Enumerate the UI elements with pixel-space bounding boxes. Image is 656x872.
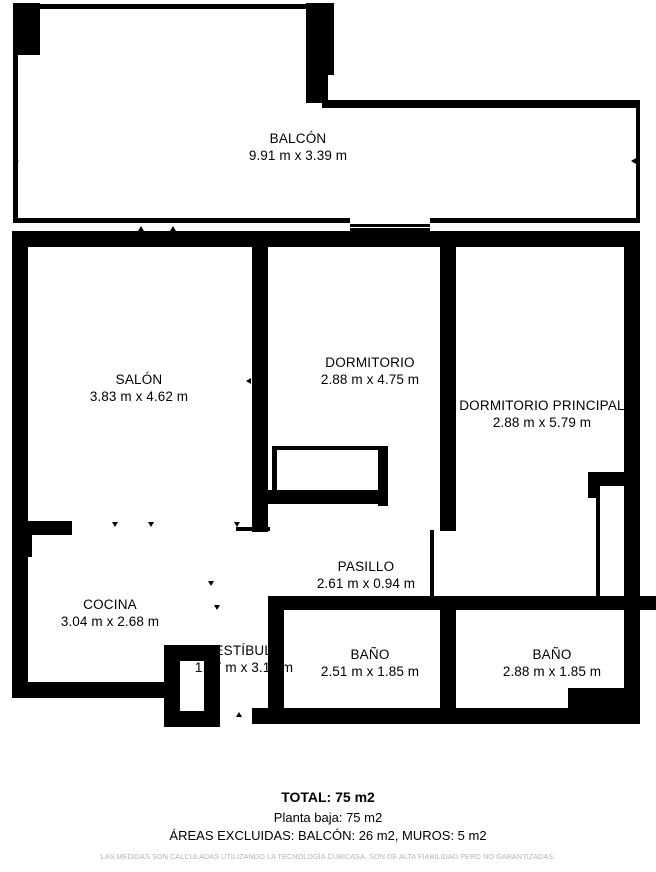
wall-bottom-left bbox=[12, 682, 164, 698]
wall-bathroom-right-block bbox=[568, 688, 640, 724]
wall-balcony-left-edge bbox=[13, 55, 18, 223]
footer-excluded-areas: ÁREAS EXCLUIDAS: BALCÓN: 26 m2, MUROS: 5 m2 bbox=[169, 828, 487, 843]
balcony-sliding-door bbox=[350, 224, 430, 227]
room-name: VESTÍBULO bbox=[205, 643, 283, 658]
room-label-balcon bbox=[198, 131, 398, 165]
closet-dormitorio-line bbox=[276, 446, 386, 450]
room-label-salon bbox=[39, 372, 239, 406]
footer-floor-area: Planta baja: 75 m2 bbox=[273, 810, 383, 825]
tick-top-a bbox=[318, 240, 324, 245]
room-dims: 2.61 m x 0.94 m bbox=[316, 575, 416, 591]
room-dims: 3.83 m x 4.62 m bbox=[89, 388, 189, 404]
room-dims: 1.17 m x 3.12 m bbox=[194, 659, 294, 675]
room-name: PASILLO bbox=[337, 559, 395, 574]
room-name: BAÑO bbox=[532, 647, 572, 662]
tick-bano1-bottom bbox=[330, 712, 336, 717]
room-label-dormitorio bbox=[270, 355, 470, 389]
tick-cocina-b bbox=[214, 605, 220, 610]
wall-dormitorio-jamb-top bbox=[252, 231, 314, 247]
tick-balcony-left bbox=[14, 158, 19, 164]
wall-pasillo-right-block bbox=[572, 596, 640, 610]
room-dims: 2.88 m x 1.85 m bbox=[502, 663, 602, 679]
tick-salon-right bbox=[246, 378, 251, 384]
tick-cocina-left bbox=[19, 586, 24, 592]
tick-pasillo-right bbox=[515, 600, 521, 605]
wall-salon-dormitorio bbox=[252, 231, 268, 531]
room-label-pasillo bbox=[266, 559, 466, 593]
wall-cocina-line bbox=[28, 521, 32, 557]
room-dims: 2.88 m x 5.79 m bbox=[492, 414, 592, 430]
room-name: COCINA bbox=[83, 597, 137, 612]
room-label-bano-1 bbox=[290, 647, 450, 681]
room-dims: 9.91 m x 3.39 m bbox=[248, 147, 348, 163]
wall-balcony-right-rail-bottom bbox=[322, 104, 640, 108]
wall-pasillo-line-left bbox=[236, 527, 270, 531]
wall-balcony-right-edge bbox=[636, 104, 640, 218]
tick-salon-bottom-a bbox=[112, 522, 118, 527]
tick-cocina-a bbox=[208, 581, 214, 586]
closet-principal-wall-v bbox=[588, 472, 600, 498]
tick-top-b bbox=[520, 240, 526, 245]
footer-total: TOTAL: 75 m2 bbox=[281, 789, 375, 805]
room-dims: 2.51 m x 1.85 m bbox=[320, 663, 420, 679]
wall-cocina-stub bbox=[28, 521, 72, 535]
closet-dormitorio-wall-h bbox=[268, 490, 388, 504]
closet-dormitorio-side bbox=[272, 446, 277, 492]
room-label-bano-2 bbox=[472, 647, 632, 681]
room-dims: 3.04 m x 2.68 m bbox=[60, 613, 160, 629]
tick-salon-left bbox=[19, 378, 24, 384]
room-label-cocina bbox=[10, 597, 210, 631]
room-name: DORMITORIO PRINCIPAL bbox=[459, 398, 625, 413]
closet-principal-line bbox=[596, 496, 600, 596]
tick-salon-bottom-c bbox=[234, 522, 240, 527]
tick-principal-right bbox=[632, 352, 637, 358]
tick-dormitorio-left bbox=[262, 352, 267, 358]
wall-balcony-top-right bbox=[306, 3, 334, 75]
wall-top bbox=[12, 231, 640, 247]
tick-salon-bottom-b bbox=[148, 522, 154, 527]
room-name: SALÓN bbox=[115, 372, 163, 387]
wall-balcony-bottom-rail-left bbox=[13, 218, 350, 223]
room-name: DORMITORIO bbox=[325, 355, 415, 370]
room-name: BALCÓN bbox=[269, 131, 327, 146]
tick-vestibulo-bottom bbox=[236, 712, 242, 717]
tick-balcony-right bbox=[631, 158, 636, 164]
room-dims: 2.88 m x 4.75 m bbox=[320, 371, 420, 387]
tick-bano2-right bbox=[632, 652, 637, 658]
wall-balcony-top-left bbox=[13, 3, 40, 55]
tick-bano2-bottom bbox=[540, 712, 546, 717]
wall-balcony-bottom-rail-right bbox=[430, 218, 640, 223]
room-name: BAÑO bbox=[350, 647, 390, 662]
wall-balcony-top-rail bbox=[40, 4, 306, 9]
wall-balcony-upper-step bbox=[306, 72, 328, 103]
footer-disclaimer: LAS MEDIDAS SON CALCULADAS UTILIZANDO LA TECNOLOGÍA CUBICASA. SON DE ALTA FIABILIDAD PERO NO GARANTIZADAS. bbox=[100, 852, 556, 861]
room-label-dormitorio-principal bbox=[442, 398, 642, 432]
